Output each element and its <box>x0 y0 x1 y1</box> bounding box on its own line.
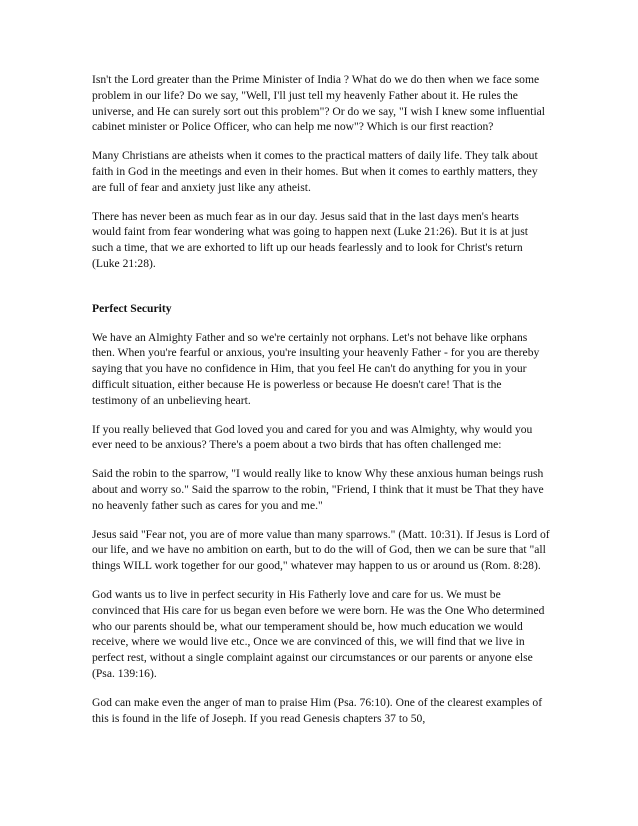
paragraph-prime-minister: Isn't the Lord greater than the Prime Minister of India ? What do we do then when we face some problem in our life? Do we say, "Well, I'll just tell my heavenly Father about it. He rules the universe, and He can surely sort out this problem"? Or do we say, "I wish I knew some influential cabinet minister or Police Officer, who can help me now"? Which is our first reaction? <box>92 73 546 134</box>
section-heading: Perfect Security <box>92 301 172 315</box>
paragraph-anxious: If you really believed that God loved you and cared for you and was Almighty, why would you ever need to be anxious? There's a poem about a two birds that has often challenged me: <box>92 422 533 452</box>
paragraph-almighty-father: We have an Almighty Father and so we're certainly not orphans. Let's not behave like orphans then. When you're fearful or anxious, you're insulting your heavenly Father - for you are thereby saying that you have no confidence in Him, that you feel He can't do anything for you in your difficult situation, either because He is powerless or because He doesn't care! That is the testimony of an unbelieving heart. <box>92 330 540 407</box>
paragraph-joseph: God can make even the anger of man to praise Him (Psa. 76:10). One of the clearest examples of this is found in the life of Joseph. If you read Genesis chapters 37 to 50, <box>92 695 543 725</box>
paragraph-perfect-security: God wants us to live in perfect security in His Fatherly love and care for us. We must be convinced that His care for us began even before we were born. He was the One Who determined who our parents should be, what our temperament should be, how much education we would receive, where we would live etc., Once we are convinced of this, we will find that we live in perfect rest, without a single complaint against our circumstances or our parents or anyone else (Psa. 139:16). <box>92 587 545 680</box>
paragraph-christian-atheists: Many Christians are atheists when it comes to the practical matters of daily life. They talk about faith in God in the meetings and even in their homes. But when it comes to earthly matters, they are full of fear and anxiety just like any atheist. <box>92 149 538 194</box>
paragraph-sparrows: Jesus said "Fear not, you are of more value than many sparrows." (Matt. 10:31). If Jesus is Lord of our life, and we have no ambition on earth, but to do the will of God, then we can be sure that "all things WILL work together for our good," whatever may happen to us or around us (Rom. 8:28). <box>92 527 550 573</box>
paragraph-fear-last-days: There has never been as much fear as in our day. Jesus said that in the last days men's hearts would faint from fear wondering what was going to happen next (Luke 21:26). But it is at just such a time, that we are exhorted to lift up our heads fearlessly and to look for Christ's return (Luke 21:28). <box>92 209 528 270</box>
document-body <box>92 72 550 739</box>
paragraph-poem: Said the robin to the sparrow, "I would really like to know Why these anxious human beings rush about and worry so." Said the sparrow to the robin, "Friend, I think that it must be That they have no heavenly father such as cares for you and me." <box>92 467 544 512</box>
